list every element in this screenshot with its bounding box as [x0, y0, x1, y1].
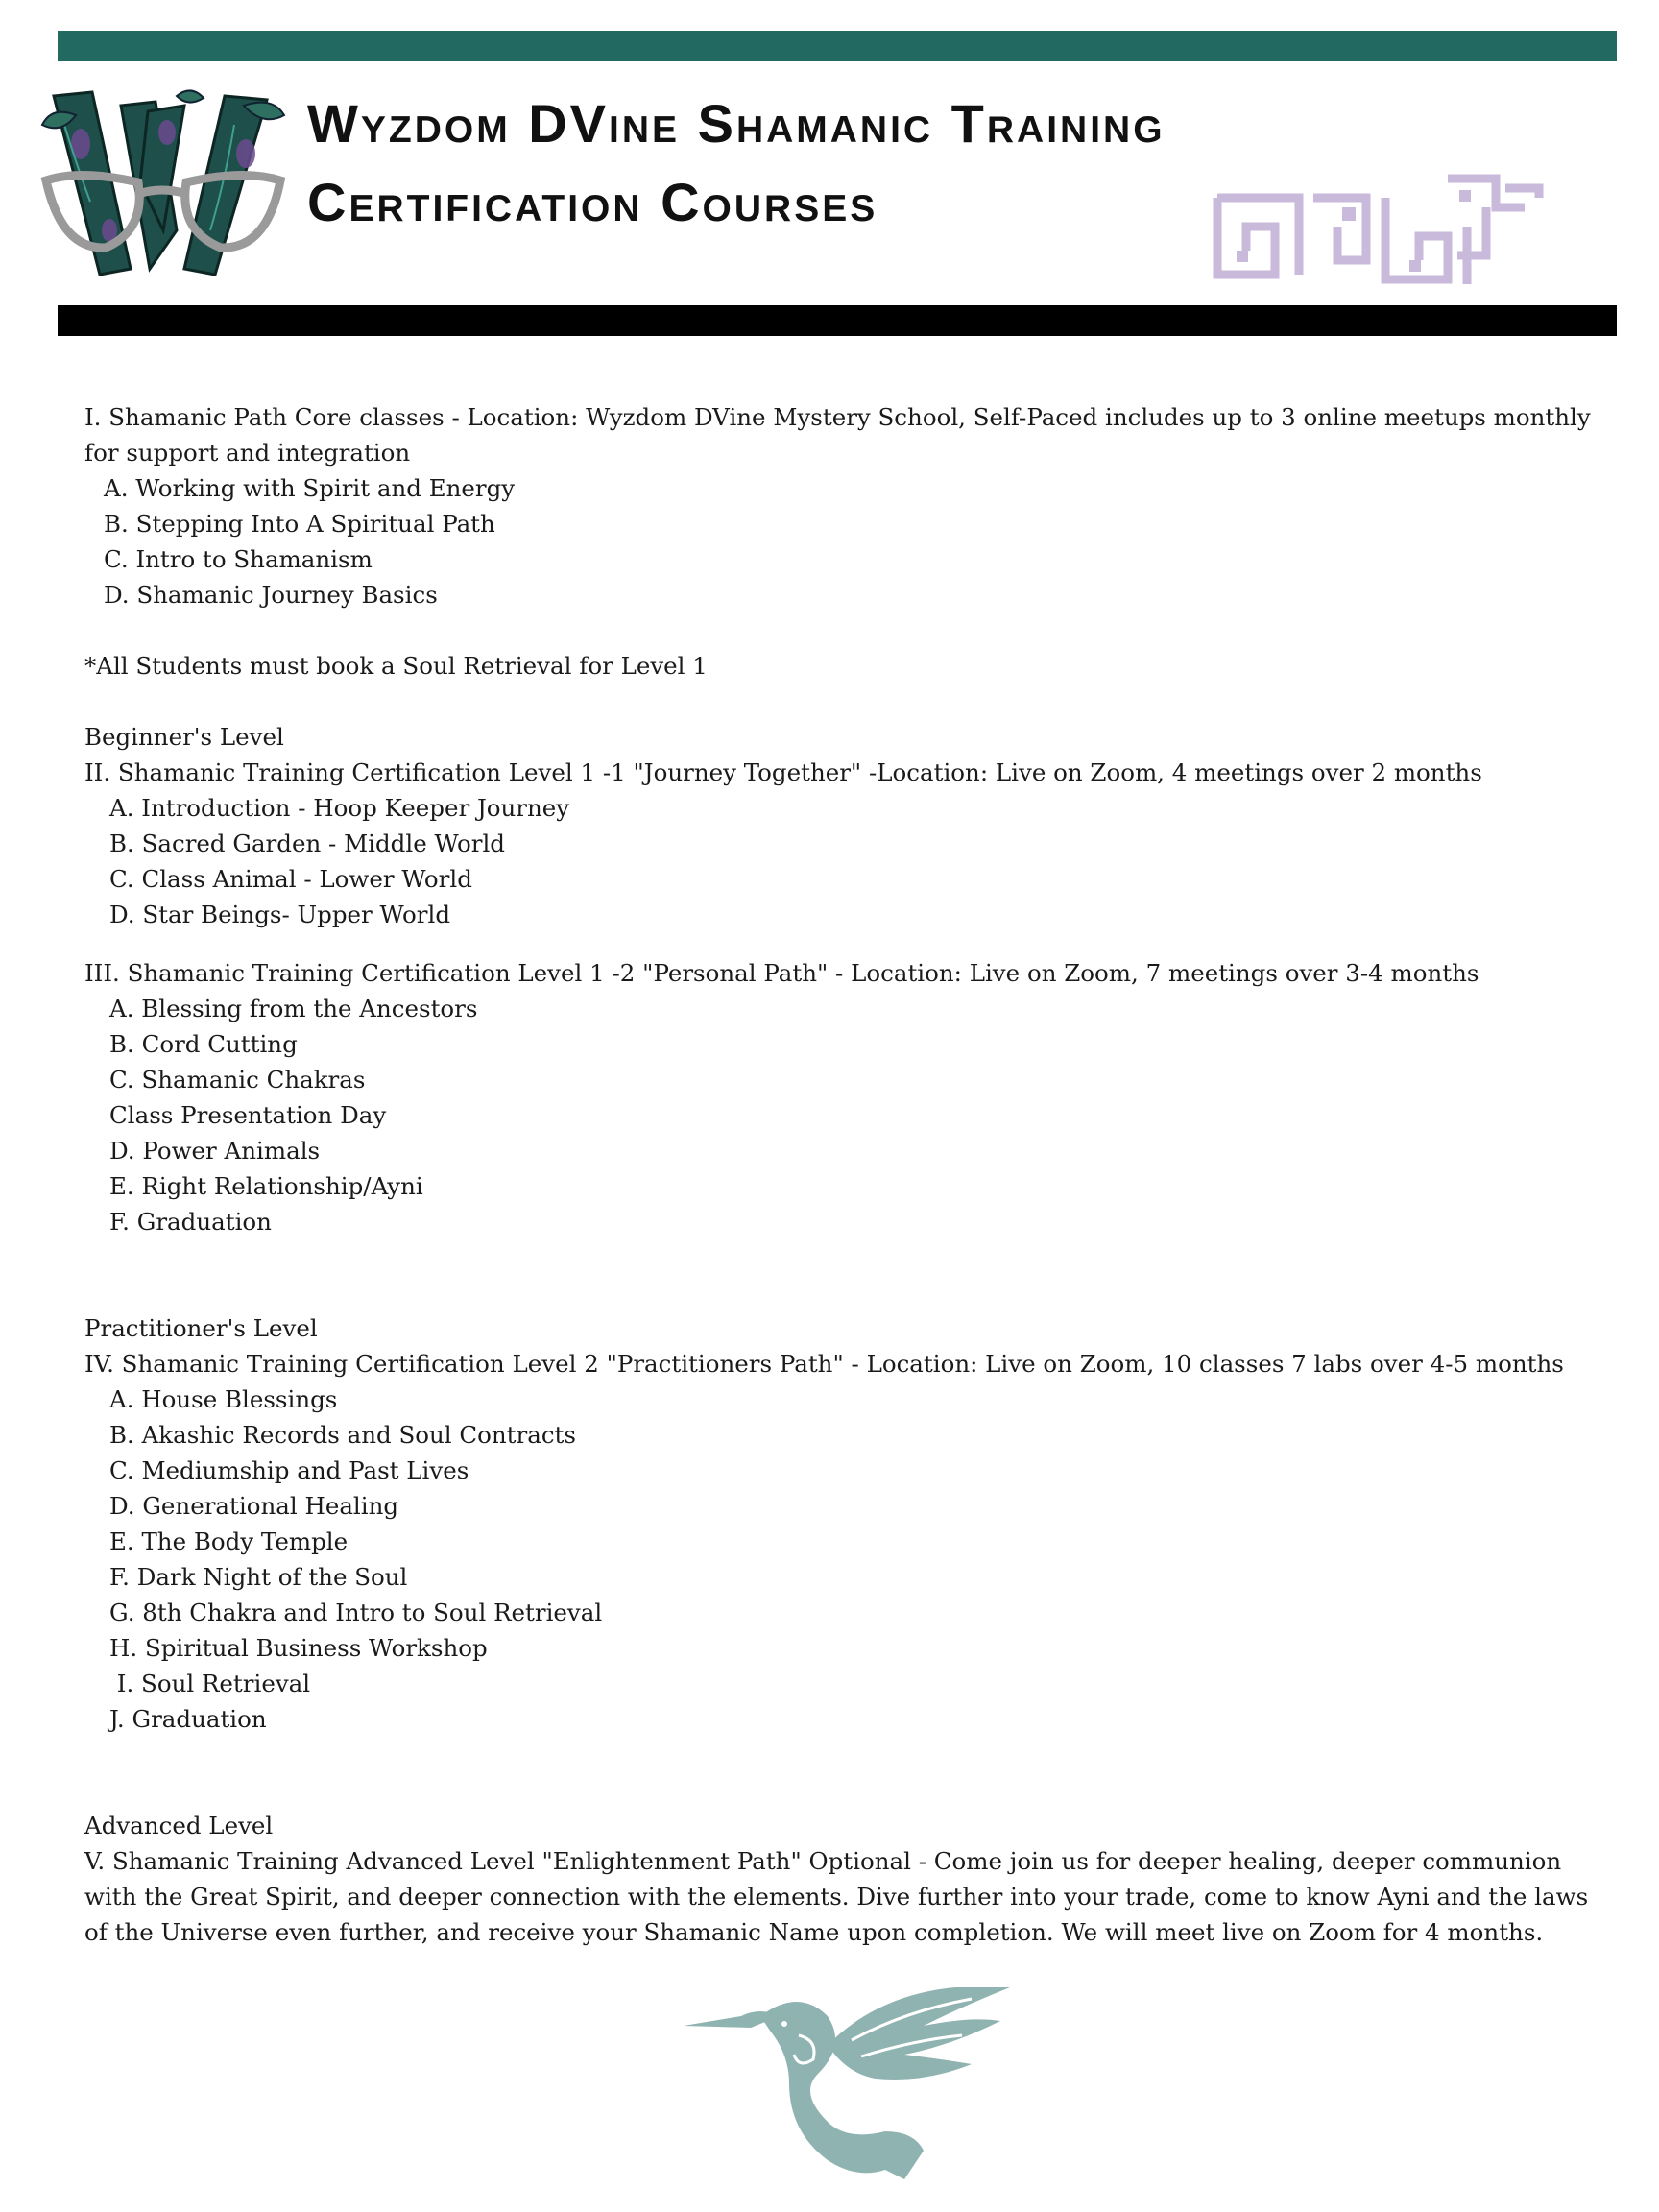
section-1-heading: I. Shamanic Path Core classes - Location: Wyzdom DVine Mystery School, Self-Paced includes up to 3 online meetups monthly for support and integration: [84, 403, 1591, 467]
list-item: J. Graduation: [109, 1705, 267, 1733]
list-item: C. Class Animal - Lower World: [109, 865, 472, 893]
list-item: E. Right Relationship/Ayni: [109, 1172, 423, 1200]
list-item: H. Spiritual Business Workshop: [109, 1634, 488, 1662]
list-item: F. Dark Night of the Soul: [109, 1563, 408, 1591]
title-line-1: Wyzdom DVine Shamanic Training: [307, 93, 1166, 154]
title-line-2: Certification Courses: [307, 172, 878, 232]
practitioner-level-label: Practitioner's Level: [84, 1314, 318, 1342]
list-item: Class Presentation Day: [109, 1101, 387, 1129]
section-2-heading: II. Shamanic Training Certification Level 1 -1 "Journey Together" -Location: Live on Zoom, 4 meetings over 2 months: [84, 758, 1482, 786]
list-item: D. Star Beings- Upper World: [109, 901, 451, 928]
list-item: F. Graduation: [109, 1208, 272, 1236]
list-item: G. 8th Chakra and Intro to Soul Retrieval: [109, 1599, 603, 1626]
list-item: C. Mediumship and Past Lives: [109, 1456, 469, 1484]
advanced-description: V. Shamanic Training Advanced Level "Enlightenment Path" Optional - Come join us for deeper healing, deeper communion with the Great Spirit, and deeper connection with the elements. Dive further into your trade, come to know Ayni and the laws of the Universe even further, and receive your Shamanic Name upon completion. We will meet live on Zoom for 4 months.: [84, 1847, 1589, 1946]
vine-w-glasses-logo: [33, 86, 292, 293]
aztec-glyph-decoration: [1208, 169, 1544, 299]
beginner-level-label: Beginner's Level: [84, 723, 284, 751]
list-item: A. Working with Spirit and Energy: [104, 474, 516, 502]
list-item: B. Stepping Into A Spiritual Path: [104, 510, 495, 538]
list-item: A. House Blessings: [109, 1385, 338, 1413]
header-bottom-bar: [58, 305, 1617, 336]
list-item: A. Blessing from the Ancestors: [109, 995, 478, 1022]
list-item: I. Soul Retrieval: [109, 1670, 311, 1697]
soul-retrieval-note: *All Students must book a Soul Retrieval for Level 1: [84, 652, 708, 680]
hummingbird-icon: [684, 1987, 1010, 2199]
list-item: B. Cord Cutting: [109, 1030, 298, 1058]
header-top-bar: [58, 31, 1617, 61]
list-item: D. Generational Healing: [109, 1492, 399, 1520]
list-item: B. Sacred Garden - Middle World: [109, 830, 505, 857]
list-item: A. Introduction - Hoop Keeper Journey: [109, 794, 570, 822]
list-item: D. Shamanic Journey Basics: [104, 581, 438, 609]
list-item: D. Power Animals: [109, 1137, 321, 1165]
list-item: B. Akashic Records and Soul Contracts: [109, 1421, 576, 1449]
section-3-heading: III. Shamanic Training Certification Level 1 -2 "Personal Path" - Location: Live on Zoom, 7 meetings over 3-4 months: [84, 959, 1479, 987]
section-4-heading: IV. Shamanic Training Certification Level 2 "Practitioners Path" - Location: Live on Zoom, 10 classes 7 labs over 4-5 months: [84, 1350, 1564, 1378]
course-content: [84, 399, 1601, 1950]
advanced-level-label: Advanced Level: [84, 1812, 274, 1839]
list-item: C. Intro to Shamanism: [104, 545, 373, 573]
list-item: E. The Body Temple: [109, 1527, 349, 1555]
list-item: C. Shamanic Chakras: [109, 1066, 366, 1094]
